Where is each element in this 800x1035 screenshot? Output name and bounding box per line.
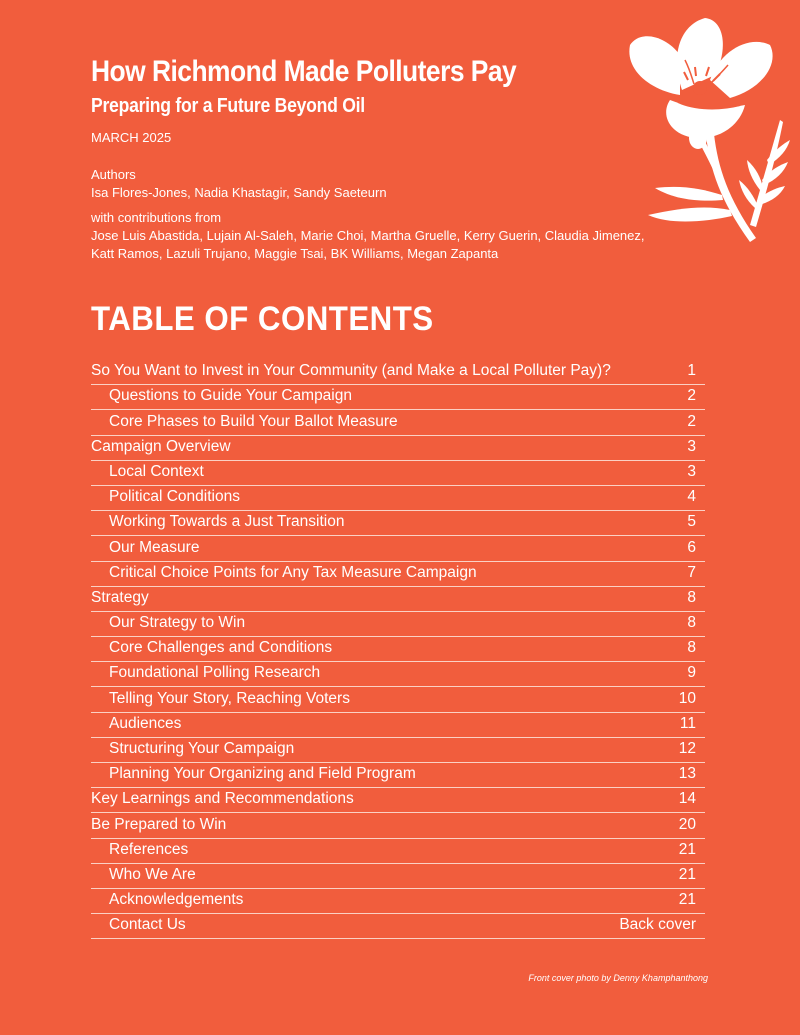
toc-entry-page: 21 [678, 840, 696, 858]
toc-entry[interactable] [91, 687, 705, 712]
toc-entry-page: 3 [687, 437, 696, 455]
toc-entry-page: 4 [687, 488, 696, 506]
report-title: How Richmond Made Polluters Pay [91, 55, 517, 88]
toc-entry[interactable] [91, 788, 705, 813]
toc-entry-page: 3 [687, 462, 696, 480]
toc-entry-page: 10 [678, 689, 696, 707]
toc-entry[interactable] [91, 813, 705, 838]
toc-heading: TABLE OF CONTENTS [91, 300, 434, 338]
toc-entry-page: 11 [679, 714, 696, 732]
toc-entry-label: Strategy [91, 588, 149, 606]
toc-entry[interactable] [91, 889, 705, 914]
toc-entry[interactable] [91, 360, 705, 385]
toc-entry-label: Critical Choice Points for Any Tax Measure Campaign [109, 563, 477, 581]
toc-entry-label: So You Want to Invest in Your Community (and Make a Local Polluter Pay)? [91, 362, 611, 380]
toc-entry-page: 6 [687, 538, 696, 556]
toc-entry[interactable] [91, 839, 705, 864]
toc-entry[interactable] [91, 461, 705, 486]
toc-entry-label: Questions to Guide Your Campaign [109, 387, 352, 405]
toc-entry-page: 13 [678, 765, 696, 783]
toc-entry-page: 8 [687, 614, 696, 632]
toc-entry-label: Structuring Your Campaign [109, 740, 295, 757]
toc-entry-page: 21 [678, 865, 696, 883]
toc-entry-page: 9 [687, 664, 696, 682]
toc-entry[interactable] [91, 410, 705, 435]
toc-entry-label: Foundational Polling Research [109, 664, 321, 682]
toc-entry-label: Core Phases to Build Your Ballot Measure [109, 412, 398, 430]
toc-entry-page: 2 [687, 412, 696, 430]
toc-entry-page: 14 [678, 790, 696, 808]
toc-entry-label: Be Prepared to Win [91, 815, 227, 833]
toc-entry-label: Telling Your Story, Reaching Voters [109, 689, 350, 707]
toc-entry[interactable] [91, 436, 705, 461]
toc-entry-page: 8 [687, 588, 696, 606]
toc-entry-page: 20 [678, 815, 696, 833]
toc-entry[interactable] [91, 385, 705, 410]
report-date: MARCH 2025 [91, 130, 172, 145]
toc-entry-page: 7 [687, 563, 696, 581]
toc-entry-label: Key Learnings and Recommendations [91, 790, 354, 808]
toc-entry-label: Our Measure [109, 538, 200, 556]
toc-entry[interactable] [91, 612, 705, 637]
contributors-list: Jose Luis Abastida, Lujain Al-Saleh, Marie Choi, Martha Gruelle, Kerry Guerin, Claudia Jimenez, Katt Ramos, Lazuli Trujano, Maggie Tsai, BK Williams, Megan Zapanta [91, 228, 645, 261]
toc-entry[interactable] [91, 763, 705, 788]
toc-entry[interactable] [91, 562, 705, 587]
contributions-label: with contributions from [91, 210, 222, 225]
toc-entry-label: Campaign Overview [91, 437, 231, 455]
toc-entry-label: Core Challenges and Conditions [109, 639, 333, 657]
toc-entry[interactable] [91, 738, 705, 763]
toc-entry-page: 21 [678, 891, 696, 909]
table-of-contents [91, 360, 705, 939]
photo-credit: Front cover photo by Denny Khamphanthong [528, 973, 708, 983]
authors-list: Isa Flores-Jones, Nadia Khastagir, Sandy Saeteurn [91, 185, 387, 200]
toc-entry-page: 2 [687, 387, 696, 405]
toc-entry[interactable] [91, 486, 705, 511]
toc-entry-page: Back cover [619, 916, 696, 934]
toc-entry-page: 8 [687, 639, 696, 657]
report-subtitle: Preparing for a Future Beyond Oil [91, 95, 365, 117]
toc-entry-label: Audiences [109, 714, 182, 732]
toc-entry-label: Political Conditions [109, 488, 240, 506]
toc-entry-page: 1 [687, 362, 696, 380]
toc-entry-label: Contact Us [109, 916, 186, 934]
toc-entry[interactable] [91, 662, 705, 687]
toc-entry-label: References [109, 840, 189, 858]
toc-entry-page: 5 [687, 513, 696, 531]
poppy-flower-icon [610, 10, 790, 250]
toc-entry[interactable] [91, 536, 705, 561]
toc-entry-label: Our Strategy to Win [109, 614, 246, 632]
toc-entry-label: Who We Are [109, 865, 196, 883]
toc-entry[interactable] [91, 713, 705, 738]
toc-entry[interactable] [91, 511, 705, 536]
toc-entry-page: 12 [678, 740, 696, 757]
toc-entry[interactable] [91, 587, 705, 612]
toc-entry-label: Acknowledgements [109, 891, 244, 909]
toc-entry[interactable] [91, 914, 705, 939]
toc-entry-label: Planning Your Organizing and Field Program [109, 765, 416, 783]
toc-entry-label: Working Towards a Just Transition [109, 513, 345, 531]
authors-label: Authors [91, 167, 136, 182]
toc-entry-label: Local Context [109, 462, 204, 480]
toc-entry[interactable] [91, 637, 705, 662]
toc-entry[interactable] [91, 864, 705, 889]
